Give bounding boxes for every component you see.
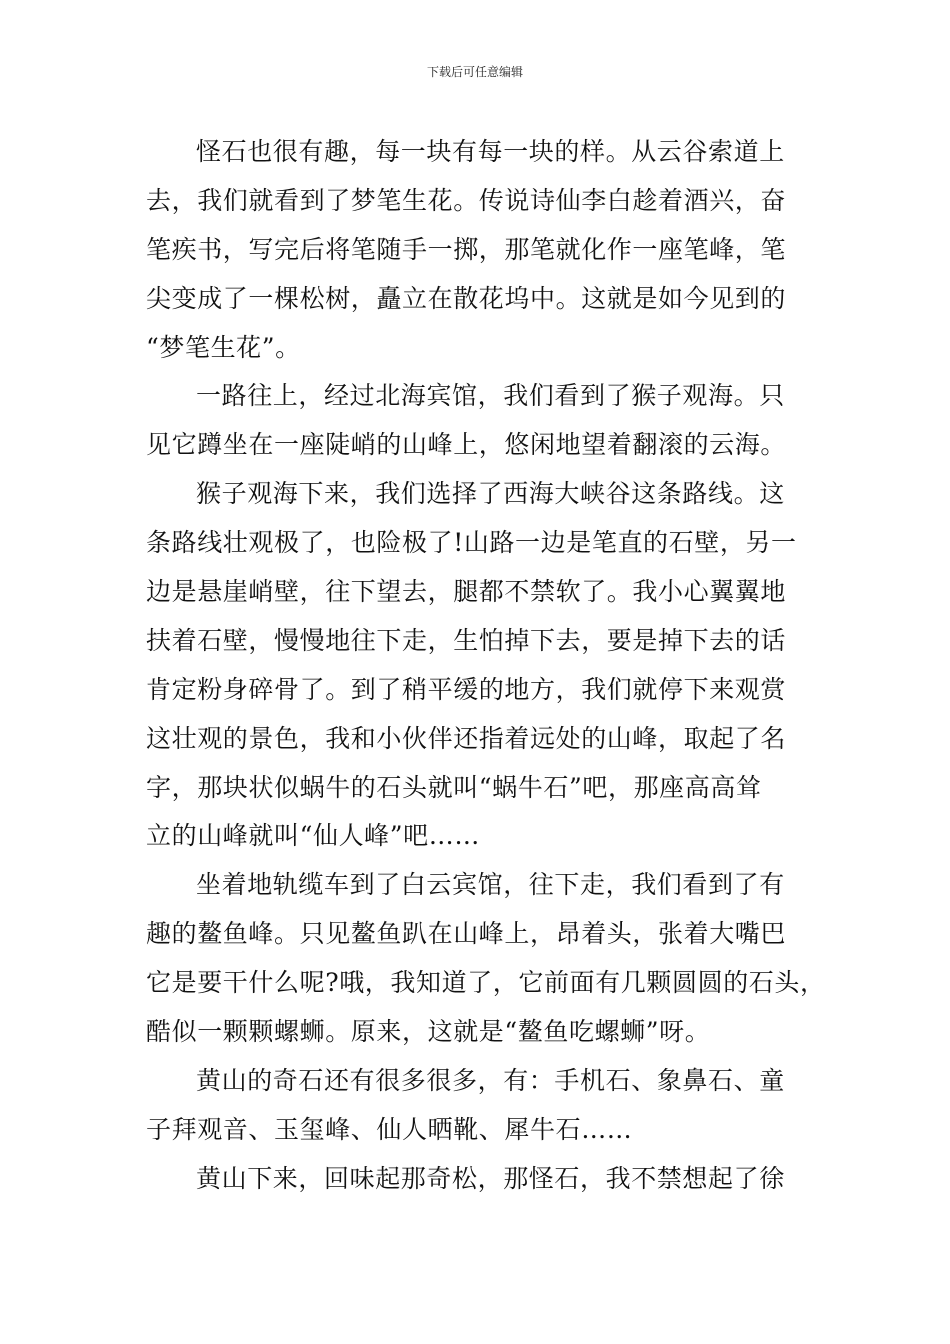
- text-line: 酷似一颗颗螺蛳。原来，这就是“鳌鱼吃螺蛳”呀。: [146, 1017, 711, 1047]
- text-line: 趣的鳌鱼峰。只见鳌鱼趴在山峰上，昂着头，张着大嘴巴: [146, 919, 787, 949]
- text-line: 肯定粉身碎骨了。到了稍平缓的地方，我们就停下来观赏: [146, 674, 787, 704]
- text-line: 条路线壮观极了，也险极了!山路一边是笔直的石壁，另一: [146, 528, 797, 558]
- text-line: 立的山峰就叫“仙人峰”吧……: [146, 821, 480, 851]
- text-line: 笔疾书，写完后将笔随手一掷，那笔就化作一座笔峰，笔: [146, 234, 787, 264]
- text-line: 这壮观的景色，我和小伙伴还指着远处的山峰，取起了名: [146, 723, 787, 753]
- text-line: 黄山的奇石还有很多很多，有：手机石、象鼻石、童: [196, 1065, 785, 1095]
- text-line: 见它蹲坐在一座陡峭的山峰上，悠闲地望着翻滚的云海。: [146, 430, 787, 460]
- text-line: 子拜观音、玉玺峰、仙人晒靴、犀牛石……: [146, 1114, 633, 1144]
- text-line: 它是要干什么呢?哦，我知道了，它前面有几颗圆圆的石头，: [146, 968, 826, 998]
- text-line: 怪石也很有趣，每一块有每一块的样。从云谷索道上: [196, 137, 785, 166]
- text-line: 字，那块状似蜗牛的石头就叫“蜗牛石”吧，那座高高耸: [146, 772, 762, 802]
- page-header: 下载后可任意编辑: [426, 65, 523, 79]
- text-line: 坐着地轨缆车到了白云宾馆，往下走，我们看到了有: [196, 870, 785, 900]
- text-line: 猴子观海下来，我们选择了西海大峡谷这条路线。这: [196, 479, 785, 509]
- text-line: 黄山下来，回味起那奇松，那怪石，我不禁想起了徐: [196, 1163, 785, 1193]
- text-line: “梦笔生花”。: [146, 332, 301, 362]
- article-body: [146, 128, 826, 1204]
- text-line: 尖变成了一棵松树，矗立在散花坞中。这就是如今见到的: [146, 283, 787, 313]
- text-line: 边是悬崖峭壁，往下望去，腿都不禁软了。我小心翼翼地: [146, 577, 787, 607]
- text-line: 去，我们就看到了梦笔生花。传说诗仙李白趁着酒兴，奋: [146, 185, 787, 215]
- text-line: 扶着石壁，慢慢地往下走，生怕掉下去，要是掉下去的话: [146, 625, 787, 655]
- text-line: 一路往上，经过北海宾馆，我们看到了猴子观海。只: [196, 381, 785, 411]
